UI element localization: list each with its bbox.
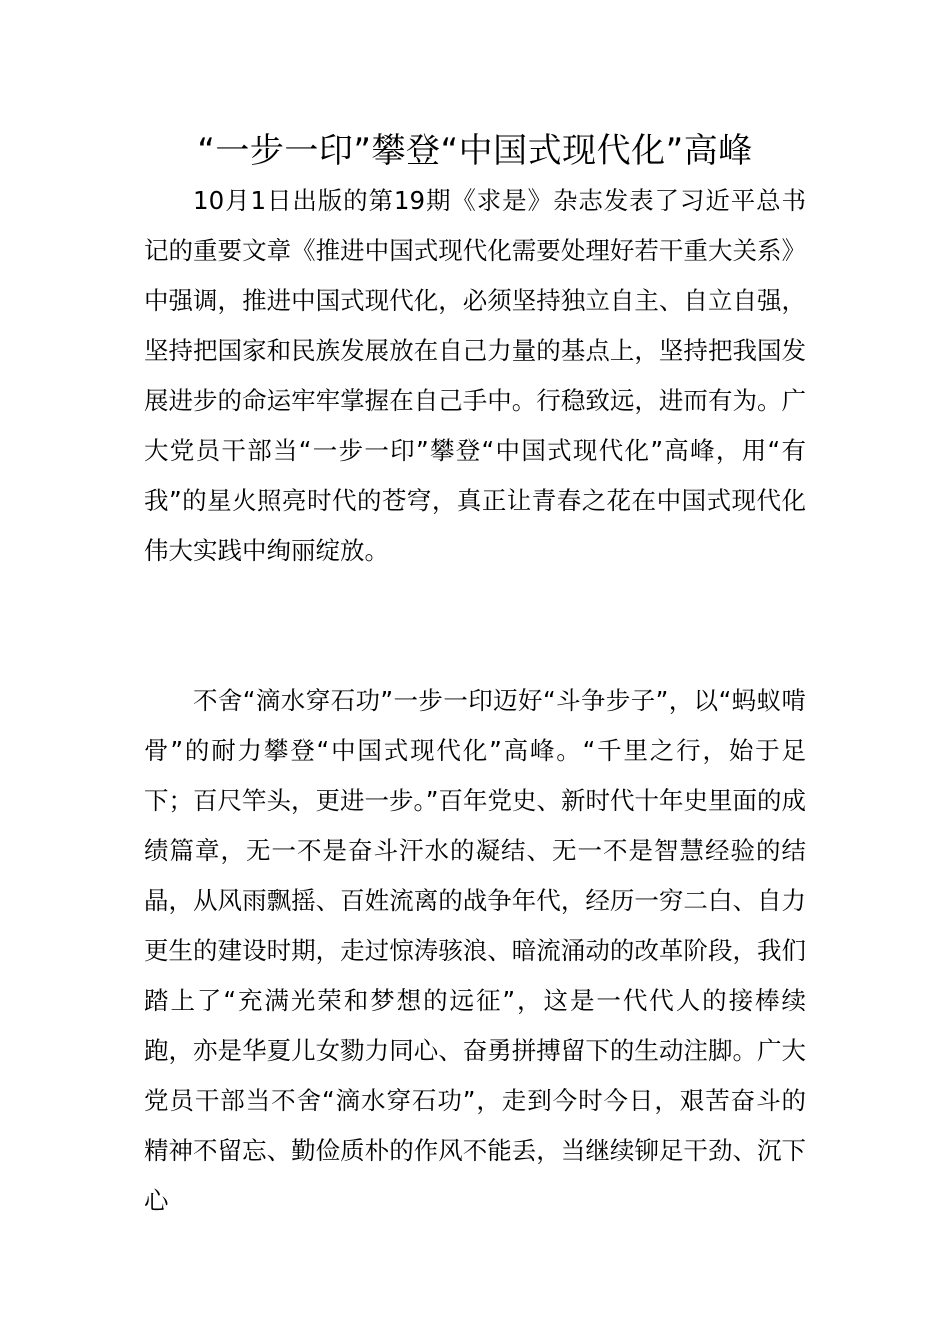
document-body xyxy=(144,176,806,1226)
document-title: “一步一印”攀登“中国式现代化”高峰 xyxy=(197,131,753,171)
paragraph-1: 10月1日出版的第19期《求是》杂志发表了习近平总书记的重要文章《推进中国式现代化需要处理好若干重大关系》中强调，推进中国式现代化，必须坚持独立自主、自立自强，坚持把国家和民族发展放在自己力量的基点上，坚持把我国发展进步的命运牢牢掌握在自己手中。行稳致远，进而有为。广大党员干部当“一步一印”攀登“中国式现代化”高峰，用“有我”的星火照亮时代的苍穹，真正让青春之花在中国式现代化伟大实践中绚丽绽放。 xyxy=(144,186,806,565)
paragraph-spacer xyxy=(144,626,806,676)
paragraph-2: 不舍“滴水穿石功”一步一印迈好“斗争步子”，以“蚂蚁啃骨”的耐力攀登“中国式现代化”高峰。“千里之行，始于足下；百尺竿头，更进一步。”百年党史、新时代十年史里面的成绩篇章，无一不是奋斗汗水的凝结、无一不是智慧经验的结晶，从风雨飘摇、百姓流离的战争年代，经历一穷二白、自力更生的建设时期，走过惊涛骇浪、暗流涌动的改革阶段，我们踏上了“充满光荣和梦想的远征”，这是一代代人的接棒续跑，亦是华夏儿女勠力同心、奋勇拼搏留下的生动注脚。广大党员干部当不舍“滴水穿石功”，走到今时今日，艰苦奋斗的精神不留忘、勤俭质朴的作风不能丢，当继续铆足干劲、沉下心 xyxy=(144,686,806,1215)
